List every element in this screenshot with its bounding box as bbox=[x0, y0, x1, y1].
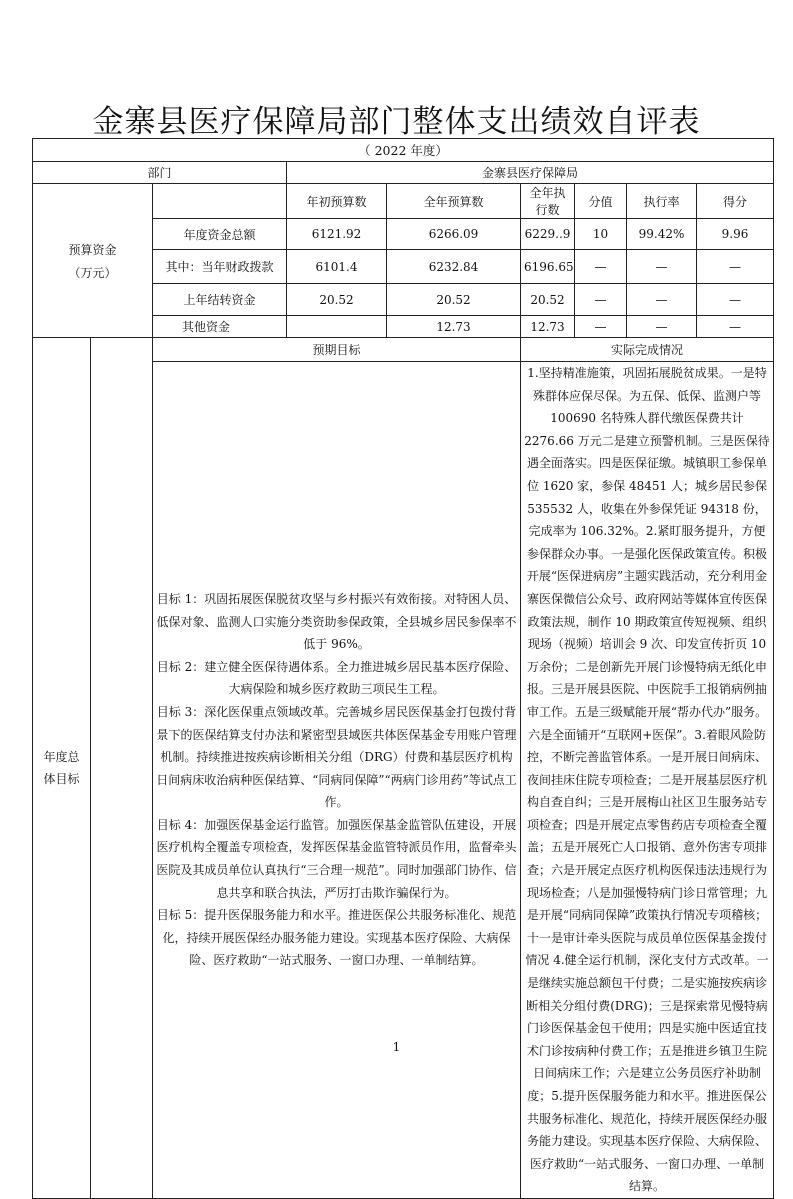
goal-paragraph: 目标 4：加强医保基金运行监管。加强医保基金监管队伍建设，开展医疗机构全覆盖专项检查，发挥医保基金监管特派员作用，监督牵头医院及其成员单位认真执行“三合理一规范”。同时加强部门协作、信息共享和联合执法，严厉打击欺诈骗保行为。 bbox=[156, 817, 517, 900]
actual-completion-text: 1.坚持精准施策，巩固拓展脱贫成果。一是特殊群体应保尽保。为五保、低保、监测户等 100690 名特殊人群代缴医保费共计 2276.66 万元二是建立预警机制。三是医保待遇全面落实。四是医保征缴。城镇职工参保单位 1620 家，参保 48451 人；城乡居民参保 535532 人，收集在外参保凭证 94318 份，完成率为 106.32%。2.紧盯服务提升，方便参保群众办事。一是强化医保政策宣传。积极开展“医保进病房”主题实践活动，充分利用金寨医保微信公众号、政府网站等媒体宣传医保政策法规，制作 10 期政策宣传短视频、组织现场（视频）培训会 9 次、印发宣传折页 10 万余份；二是创新先开展门诊慢特病无纸化申报。三是开展县医院、中医院手工报销病例抽审工作。五是三级赋能开展“帮办代办”服务。六是全面铺开“互联网+医保”。3.着眼风险防控，不断完善监管体系。一是开展日间病床、夜间挂床住院专项检查；二是开展基层医疗机构自查自纠；三是开展梅山社区卫生服务站专项检查；四是开展定点零售药店专项检查全覆盖；五是开展死亡人口报销、意外伤害专项排查；六是开展定点医疗机构医保违法违规行为现场检查；八是加强慢特病门诊日常管理；九是开展“同病同保障”政策执行情况专项稽核；十一是审计牵头医院与成员单位医保基金拨付情况 4.健全运行机制，深化支付方式改革。一是继续实施总额包干付费；二是实施按疾病诊断相关分组付费(DRG)；三是探索常见慢特病门诊医保基金包干使用；四是实施中医适宜技术门诊按病种付费工作；五是推进乡镇卫生院日间病床工作；六是建立公务员医疗补助制度；5.提升医保服务能力和水平。推进医保公共服务标准化、规范化，持续开展医保经办服务能力建设。实现基本医疗保险、大病保险、医疗救助“一站式服务、一窗口办理、一单制结算。 bbox=[521, 362, 774, 1199]
cell: 9.96 bbox=[697, 219, 774, 250]
goals-section-label: 年度总体目标 bbox=[33, 338, 91, 1199]
department-label: 部门 bbox=[33, 162, 287, 184]
cell: 6121.92 bbox=[287, 219, 387, 250]
department-value: 金寨县医疗保障局 bbox=[287, 162, 774, 184]
expected-goals-text bbox=[153, 362, 521, 1199]
cell: 6196.65 bbox=[521, 250, 575, 284]
cell: — bbox=[627, 316, 697, 338]
cell: 20.52 bbox=[521, 284, 575, 316]
actual-completion-header: 实际完成情况 bbox=[521, 338, 774, 362]
cell bbox=[287, 316, 387, 338]
row-label: 其他资金 bbox=[153, 316, 287, 338]
header-execution-rate: 执行率 bbox=[627, 184, 697, 219]
goal-paragraph: 目标 1：巩固拓展医保脱贫攻坚与乡村振兴有效衔接。对特困人员、低保对象、监测人口实施分类资助参保政策，全县城乡居民参保率不低于 96%。 bbox=[156, 591, 517, 652]
header-annual-budget: 全年预算数 bbox=[387, 184, 521, 219]
cell: — bbox=[627, 284, 697, 316]
cell: 99.42% bbox=[627, 219, 697, 250]
header-score: 得分 bbox=[697, 184, 774, 219]
budget-label: 预算资金 bbox=[68, 242, 117, 257]
cell: 6101.4 bbox=[287, 250, 387, 284]
budget-unit: （万元） bbox=[68, 265, 117, 280]
goal-paragraph: 目标 5：提升医保服务能力和水平。推进医保公共服务标准化、规范化，持续开展医保经办服务能力建设。实现基本医疗保险、大病保险、医疗救助“一站式服务、一窗口办理、一单制结算。 bbox=[156, 908, 517, 968]
row-label: 年度资金总额 bbox=[153, 219, 287, 250]
goal-paragraph: 目标 2：建立健全医保待遇体系。全力推进城乡居民基本医疗保险、大病保险和城乡医疗救助三项民生工程。 bbox=[156, 659, 517, 697]
cell: 20.52 bbox=[387, 284, 521, 316]
header-annual-execution: 全年执行数 bbox=[521, 184, 575, 219]
page-number: 1 bbox=[392, 1040, 401, 1054]
cell: — bbox=[697, 250, 774, 284]
expected-goals-header: 预期目标 bbox=[153, 338, 521, 362]
cell: — bbox=[575, 316, 627, 338]
cell: 10 bbox=[575, 219, 627, 250]
cell: 12.73 bbox=[387, 316, 521, 338]
budget-header-blank bbox=[153, 184, 287, 219]
cell: 6229..9 bbox=[521, 219, 575, 250]
row-label: 其中：当年财政拨款 bbox=[153, 250, 287, 284]
budget-section-label bbox=[33, 184, 153, 338]
goals-blank-column bbox=[91, 338, 153, 1199]
cell: 12.73 bbox=[521, 316, 575, 338]
row-label: 上年结转资金 bbox=[153, 284, 287, 316]
cell: 6266.09 bbox=[387, 219, 521, 250]
goal-paragraph: 目标 3：深化医保重点领域改革。完善城乡居民医保基金打包拨付背景下的医保结算支付办法和紧密型县域医共体医保基金专用账户管理机制。持续推进按疾病诊断相关分组（DRG）付费和基层医疗机构日间病床收治病种医保结算、“同病同保障”“两病门诊用药”等试点工作。 bbox=[156, 704, 517, 810]
header-initial-budget: 年初预算数 bbox=[287, 184, 387, 219]
year-row: （ 2022 年度） bbox=[33, 139, 774, 162]
cell: — bbox=[575, 284, 627, 316]
cell: — bbox=[697, 316, 774, 338]
header-score-weight: 分值 bbox=[575, 184, 627, 219]
document-title: 金寨县医疗保障局部门整体支出绩效自评表 bbox=[92, 104, 701, 140]
cell: 20.52 bbox=[287, 284, 387, 316]
cell: 6232.84 bbox=[387, 250, 521, 284]
cell: — bbox=[627, 250, 697, 284]
cell: — bbox=[575, 250, 627, 284]
cell: — bbox=[697, 284, 774, 316]
